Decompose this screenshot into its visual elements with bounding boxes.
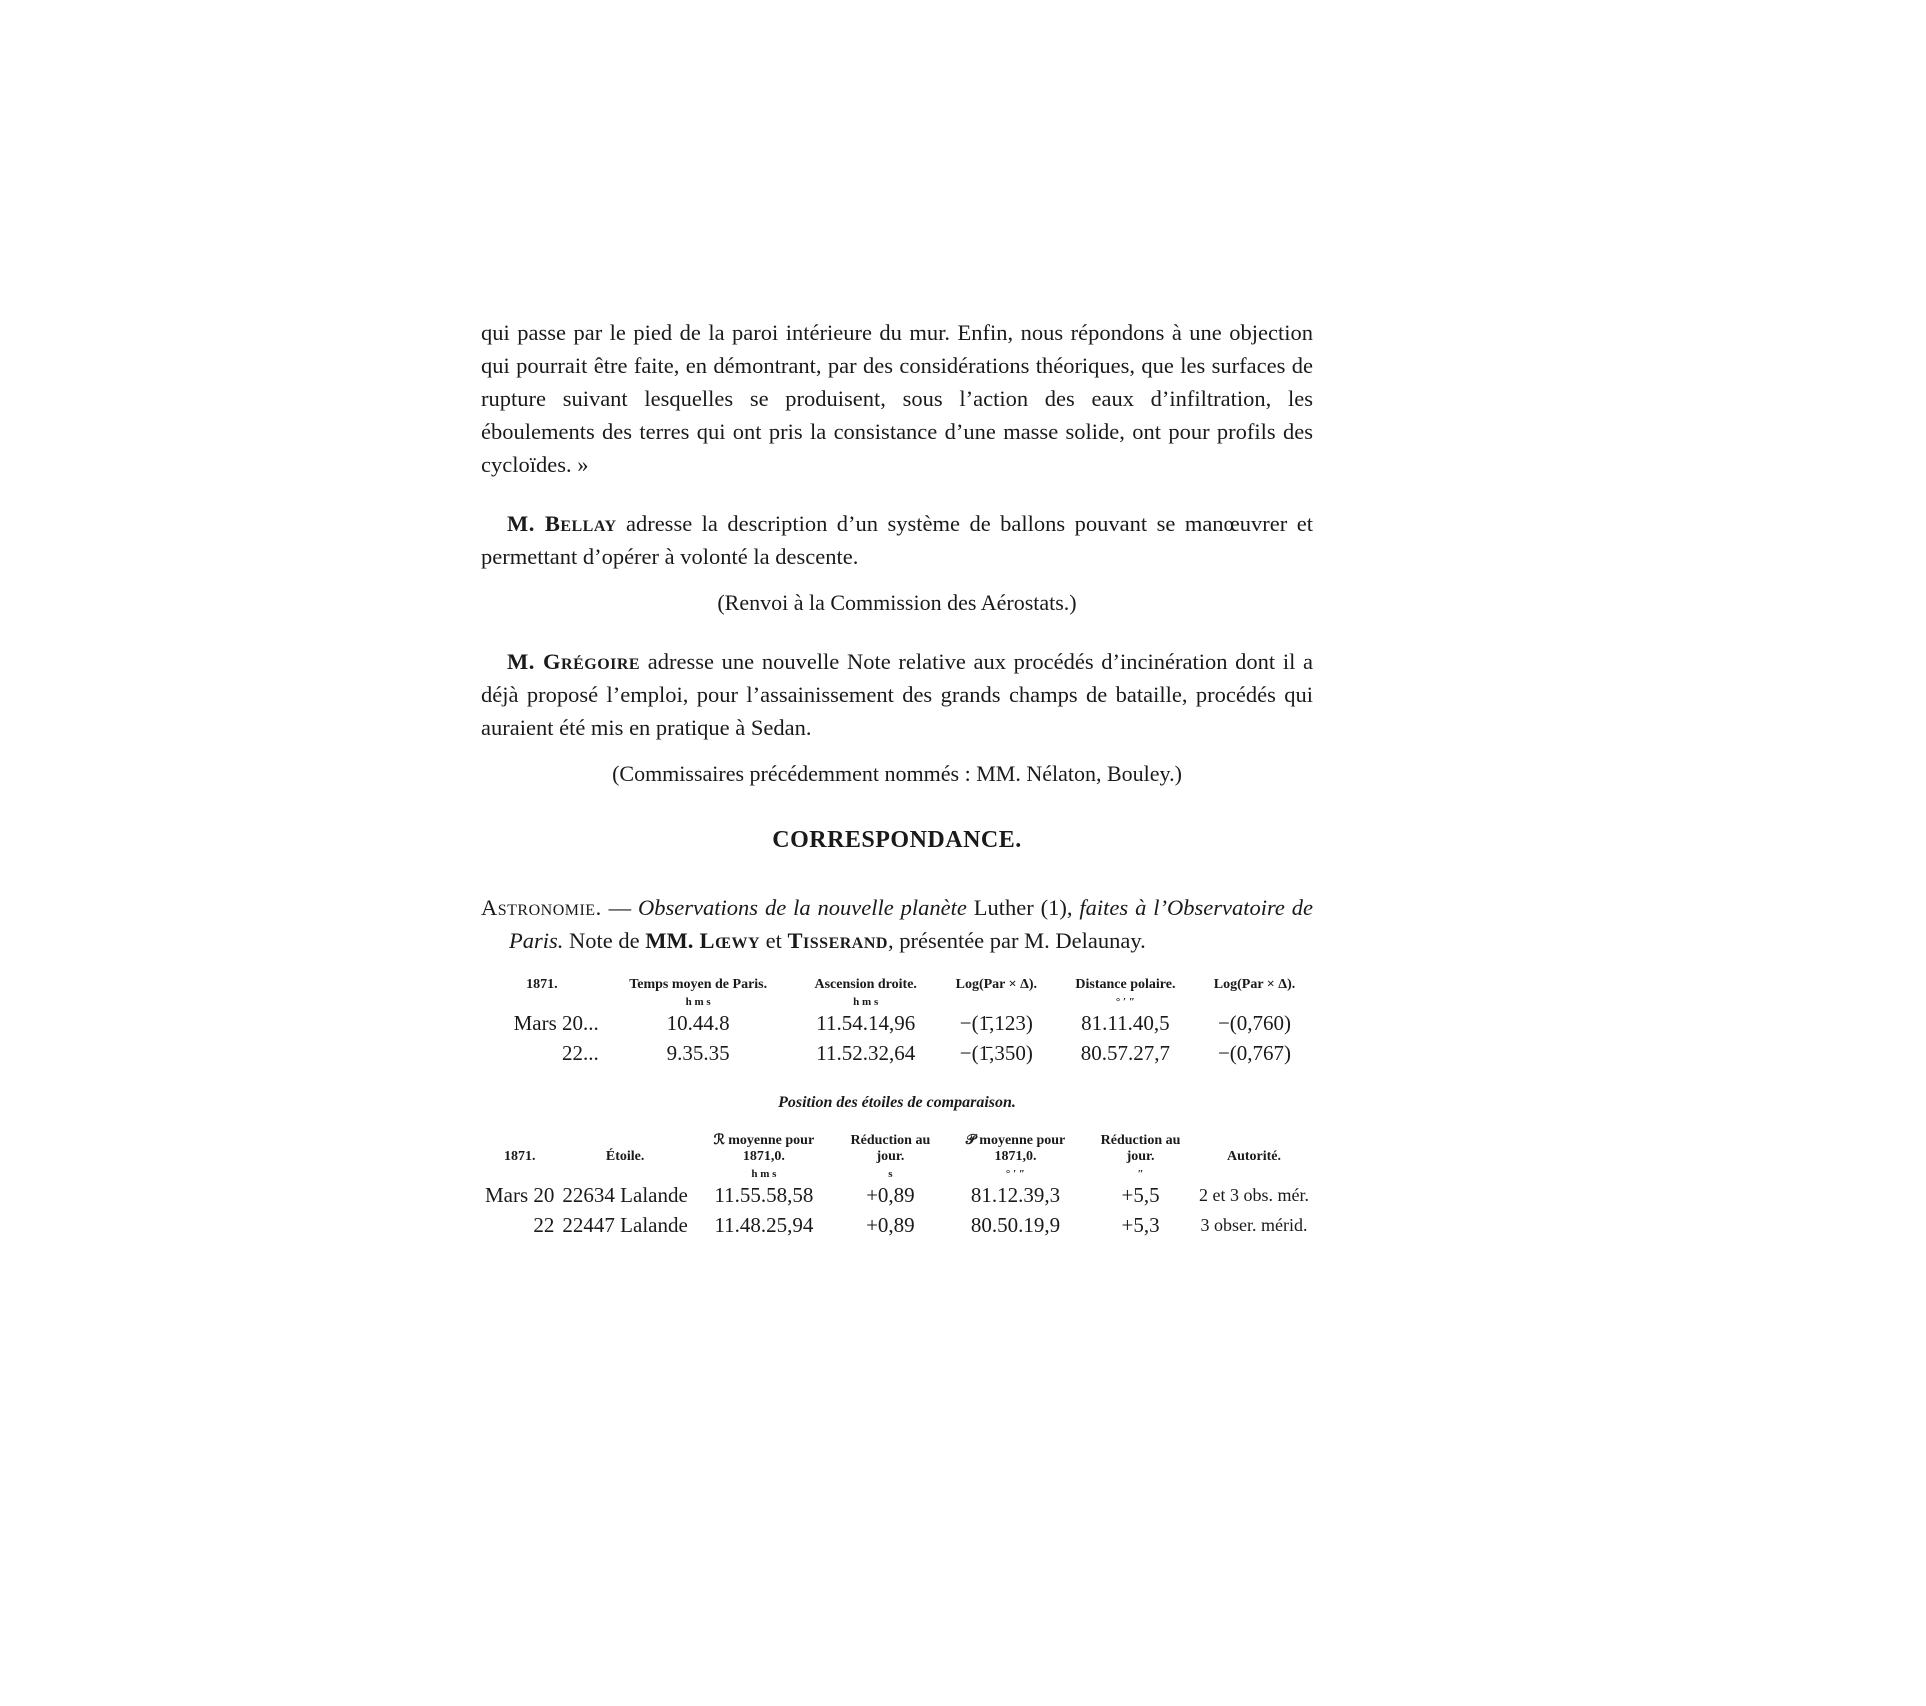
table-cell: 11.48.25,94	[714, 1213, 814, 1237]
unit-cell: h m s	[685, 996, 711, 1008]
unit-cell	[1196, 997, 1313, 1008]
header-cell: 𝒫 moyenne pour 1871,0.	[965, 1133, 1066, 1164]
table-row	[481, 1008, 1313, 1038]
header-cell: ℛ moyenne pour 1871,0.	[713, 1133, 815, 1164]
presented-by: , présentée par M. Delaunay.	[887, 928, 1146, 953]
unit-cell	[481, 997, 603, 1008]
gregoire-commission: (Commissaires précédemment nommés : MM. Nélaton, Bouley.)	[612, 761, 1182, 786]
unit-row	[481, 997, 1313, 1008]
header-cell: Réduction au jour.	[1100, 1133, 1181, 1164]
comparison-stars-table	[481, 1133, 1313, 1240]
et: et	[760, 928, 788, 953]
header-cell: Réduction au jour.	[850, 1133, 931, 1164]
unit-row	[481, 1169, 1313, 1180]
table-cell: 22447 Lalande	[562, 1213, 688, 1237]
table-cell: 2 et 3 obs. mér.	[1198, 1185, 1309, 1205]
document-page	[481, 316, 1313, 1240]
header-cell: Log(Par × Δ).	[955, 977, 1038, 992]
section-heading: CORRESPONDANCE.	[772, 827, 1022, 853]
table-header-row	[481, 1133, 1313, 1169]
header-cell: Autorité.	[1226, 1149, 1281, 1164]
table-cell: 22...	[562, 1041, 599, 1065]
header-cell: Temps moyen de Paris.	[629, 977, 768, 992]
table-cell: Mars 20	[485, 1183, 555, 1207]
table-cell: 3 obser. mérid.	[1200, 1215, 1308, 1235]
table-cell: 22	[533, 1213, 555, 1237]
author-tisserand: Tisserand	[787, 928, 888, 953]
table-cell: +5,3	[1121, 1213, 1160, 1237]
unit-cell: s	[888, 1168, 893, 1180]
unit-cell	[558, 1169, 691, 1180]
header-cell: 1871.	[526, 977, 558, 992]
unit-cell: h m s	[853, 996, 879, 1008]
table-cell: 81.11.40,5	[1081, 1011, 1170, 1035]
astronomy-paragraph	[481, 891, 1313, 957]
observations-table	[481, 977, 1313, 1068]
table-cell: 81.12.39,3	[970, 1183, 1061, 1207]
author-loewy: Lœwy	[693, 928, 761, 953]
bellay-text: adresse la description d’un système de ballons pouvant se manœuvrer et permettant d’opérer à volonté la descente.	[481, 511, 1313, 569]
table-cell: −(0,767)	[1217, 1041, 1292, 1065]
gregoire-text: adresse une nouvelle Note relative aux procédés d’incinération dont il a déjà proposé l’emploi, pour l’assainissement des grands champs de bataille, procédés qui auraient été mis en pratique à Sedan.	[481, 649, 1313, 740]
unit-cell	[938, 997, 1055, 1008]
table-cell: 11.55.58,58	[714, 1183, 814, 1207]
table-row	[481, 1038, 1313, 1068]
table-header-row	[481, 977, 1313, 997]
header-cell: 1871.	[503, 1149, 536, 1164]
gregoire-paragraph	[481, 645, 1313, 744]
table-cell: +0,89	[866, 1213, 915, 1237]
header-cell: Log(Par × Δ).	[1213, 977, 1296, 992]
table-cell: +0,89	[866, 1183, 915, 1207]
astronomy-title-b: faites à l’Observatoire de Paris.	[509, 895, 1314, 953]
header-cell: Étoile.	[605, 1149, 645, 1164]
table-cell: 10.44.8	[666, 1011, 730, 1035]
table-cell: Mars 20...	[513, 1011, 599, 1035]
dash: —	[601, 895, 639, 920]
header-cell: Distance polaire.	[1075, 977, 1176, 992]
table-cell: 22634 Lalande	[562, 1183, 688, 1207]
table-cell: −(1̄,350)	[959, 1041, 1033, 1065]
table-cell: +5,5	[1121, 1183, 1160, 1207]
planet-name: Luther (1),	[966, 895, 1080, 920]
unit-cell	[481, 1169, 558, 1180]
intro-paragraph: qui passe par le pied de la paroi intérieure du mur. Enfin, nous répondons à une objection qui pourrait être faite, en démontrant, par des considérations théoriques, que les surfaces de rupture suivant lesquelles se produisent, sous l’action des eaux d’infiltration, les éboulements des terres qui ont pris la consistance d’une masse solide, ont pour profils des cycloïdes. »	[481, 320, 1313, 477]
unit-cell: ° ′ ″	[1005, 1168, 1025, 1180]
note-de: Note de	[563, 928, 646, 953]
table-cell: 80.57.27,7	[1080, 1041, 1171, 1065]
bellay-referral: (Renvoi à la Commission des Aérostats.)	[717, 590, 1077, 615]
bellay-name: M. Bellay	[507, 511, 617, 536]
header-cell: Ascension droite.	[814, 977, 917, 992]
gregoire-name: M. Grégoire	[507, 649, 641, 674]
table-cell: −(1̄,123)	[959, 1011, 1033, 1035]
unit-cell	[1195, 1169, 1313, 1180]
table-cell: 80.50.19,9	[970, 1213, 1061, 1237]
table-row	[481, 1210, 1313, 1240]
astronomy-label: Astronomie.	[481, 895, 602, 920]
unit-cell: ″	[1137, 1168, 1144, 1180]
comparison-stars-title: Position des étoiles de comparaison.	[778, 1094, 1016, 1111]
unit-cell: h m s	[751, 1168, 777, 1180]
table-cell: 9.35.35	[666, 1041, 730, 1065]
astronomy-title-a: Observations de la nouvelle planète	[638, 895, 967, 920]
table-cell: 11.52.32,64	[816, 1041, 916, 1065]
bellay-paragraph	[481, 507, 1313, 573]
unit-cell: ° ′ ″	[1115, 996, 1135, 1008]
mm: MM.	[645, 928, 694, 953]
table-cell: −(0,760)	[1217, 1011, 1292, 1035]
table-cell: 11.54.14,96	[816, 1011, 916, 1035]
table-row	[481, 1180, 1313, 1210]
